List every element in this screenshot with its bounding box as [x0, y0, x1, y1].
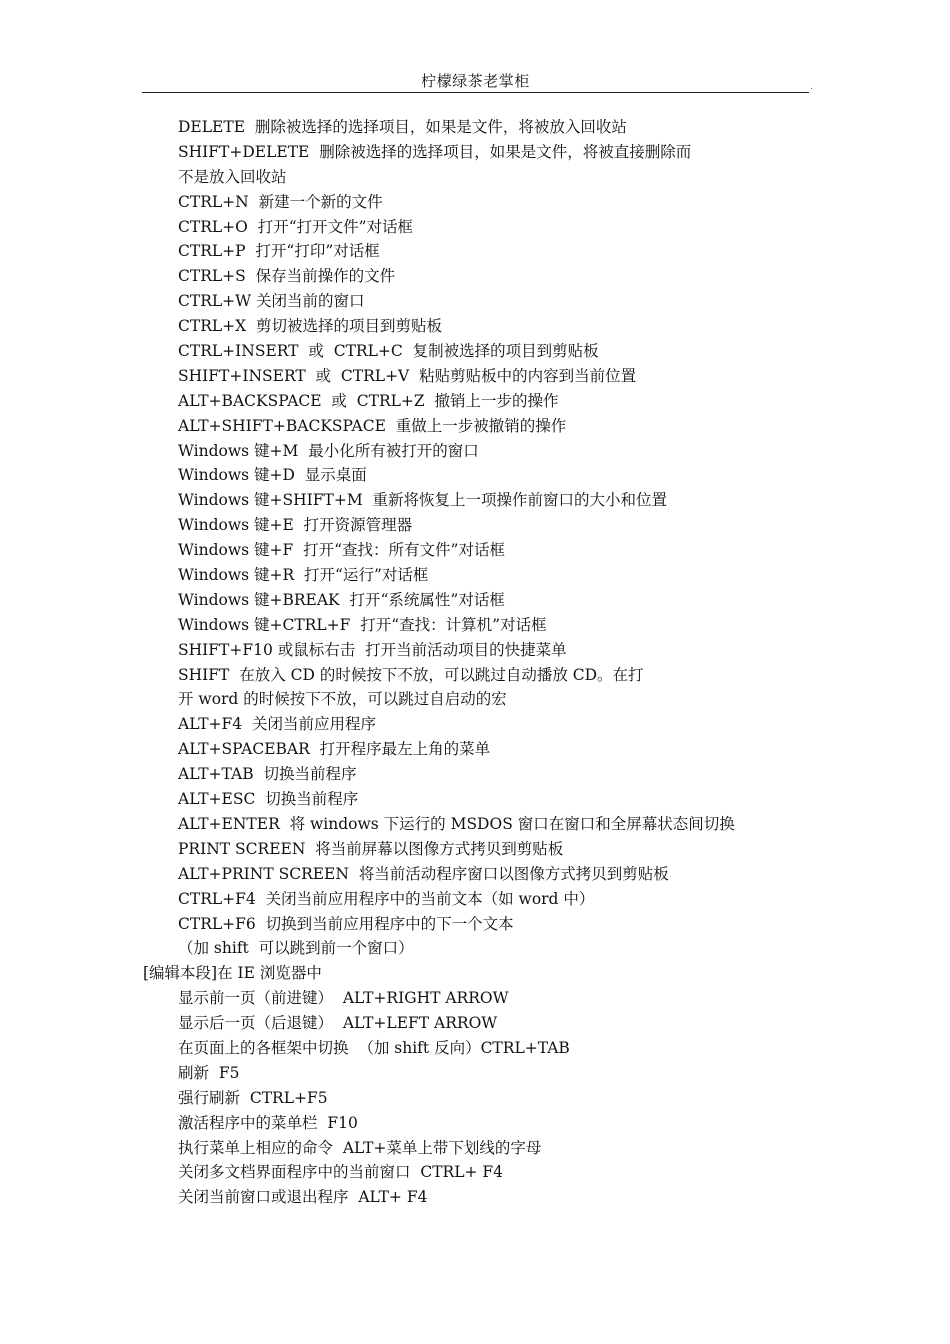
text-line: SHIFT+INSERT 或 CTRL+V 粘贴剪贴板中的内容到当前位置 [178, 366, 637, 385]
text-line: SHIFT+DELETE 删除被选择的选择项目，如果是文件，将被直接删除而 [178, 142, 692, 161]
header-mark: . [810, 82, 813, 92]
text-line: ALT+TAB 切换当前程序 [178, 765, 357, 784]
text-line: CTRL+N 新建一个新的文件 [178, 192, 383, 211]
text-line: Windows 键+F 打开“查找：所有文件”对话框 [178, 541, 505, 560]
text-line: CTRL+F6 切换到当前应用程序中的下一个文本 [178, 914, 514, 933]
text-line: 显示后一页（后退键） ALT+LEFT ARROW [178, 1014, 498, 1033]
text-line: DELETE 删除被选择的选择项目，如果是文件，将被放入回收站 [178, 118, 627, 136]
text-line: SHIFT 在放入 CD 的时候按下不放，可以跳过自动播放 CD。在打 [178, 665, 644, 684]
text-line: CTRL+O 打开“打开文件”对话框 [178, 217, 414, 236]
text-line: Windows 键+CTRL+F 打开“查找：计算机”对话框 [178, 615, 547, 634]
text-line: 刷新 F5 [178, 1063, 240, 1082]
text-line: Windows 键+SHIFT+M 重新将恢复上一项操作前窗口的大小和位置 [178, 491, 668, 510]
page-header [142, 66, 813, 93]
text-line: CTRL+X 剪切被选择的项目到剪贴板 [178, 317, 443, 336]
text-line: CTRL+W 关闭当前的窗口 [178, 292, 365, 311]
text-line: 激活程序中的菜单栏 F10 [178, 1113, 358, 1132]
text-line: Windows 键+BREAK 打开“系统属性”对话框 [178, 590, 505, 609]
text-line: 开 word 的时候按下不放，可以跳过自启动的宏 [178, 690, 507, 709]
text-line: Windows 键+E 打开资源管理器 [178, 516, 413, 535]
text-line: 强行刷新 CTRL+F5 [178, 1088, 328, 1107]
text-line: 不是放入回收站 [178, 167, 287, 186]
text-line: CTRL+P 打开“打印”对话框 [178, 242, 380, 261]
text-line: ALT+SHIFT+BACKSPACE 重做上一步被撤销的操作 [178, 416, 567, 435]
text-line: CTRL+S 保存当前操作的文件 [178, 267, 396, 286]
text-line: SHIFT+F10 或鼠标右击 打开当前活动项目的快捷菜单 [178, 640, 567, 659]
text-line: ALT+ESC 切换当前程序 [178, 790, 359, 809]
text-line: 显示前一页（前进键） ALT+RIGHT ARROW [178, 989, 509, 1008]
text-line: Windows 键+M 最小化所有被打开的窗口 [178, 441, 479, 460]
text-line: CTRL+INSERT 或 CTRL+C 复制被选择的项目到剪贴板 [178, 342, 599, 361]
section-heading: [编辑本段]在 IE 浏览器中 [143, 964, 322, 983]
text-line: Windows 键+D 显示桌面 [178, 466, 367, 485]
document-body [0, 115, 950, 1210]
text-line: 在页面上的各框架中切换 （加 shift 反向）CTRL+TAB [178, 1038, 570, 1057]
text-line: 关闭多文档界面程序中的当前窗口 CTRL+ F4 [178, 1163, 504, 1182]
text-line: Windows 键+R 打开“运行”对话框 [178, 566, 429, 585]
text-line: ALT+PRINT SCREEN 将当前活动程序窗口以图像方式拷贝到剪贴板 [178, 864, 669, 883]
text-line: ALT+ENTER 将 windows 下运行的 MSDOS 窗口在窗口和全屏幕状态间切换 [178, 814, 735, 833]
text-line: ALT+SPACEBAR 打开程序最左上角的菜单 [178, 740, 491, 759]
text-line: PRINT SCREEN 将当前屏幕以图像方式拷贝到剪贴板 [178, 839, 564, 858]
text-line: 执行菜单上相应的命令 ALT+菜单上带下划线的字母 [178, 1138, 542, 1157]
text-line: ALT+BACKSPACE 或 CTRL+Z 撤销上一步的操作 [178, 391, 559, 410]
text-line: （加 shift 可以跳到前一个窗口） [178, 939, 414, 958]
text-line: CTRL+F4 关闭当前应用程序中的当前文本（如 word 中） [178, 889, 595, 908]
text-line: 关闭当前窗口或退出程序 ALT+ F4 [178, 1188, 428, 1207]
text-line: ALT+F4 关闭当前应用程序 [178, 715, 377, 734]
header-title: 柠檬绿茶老掌柜 [421, 72, 530, 90]
